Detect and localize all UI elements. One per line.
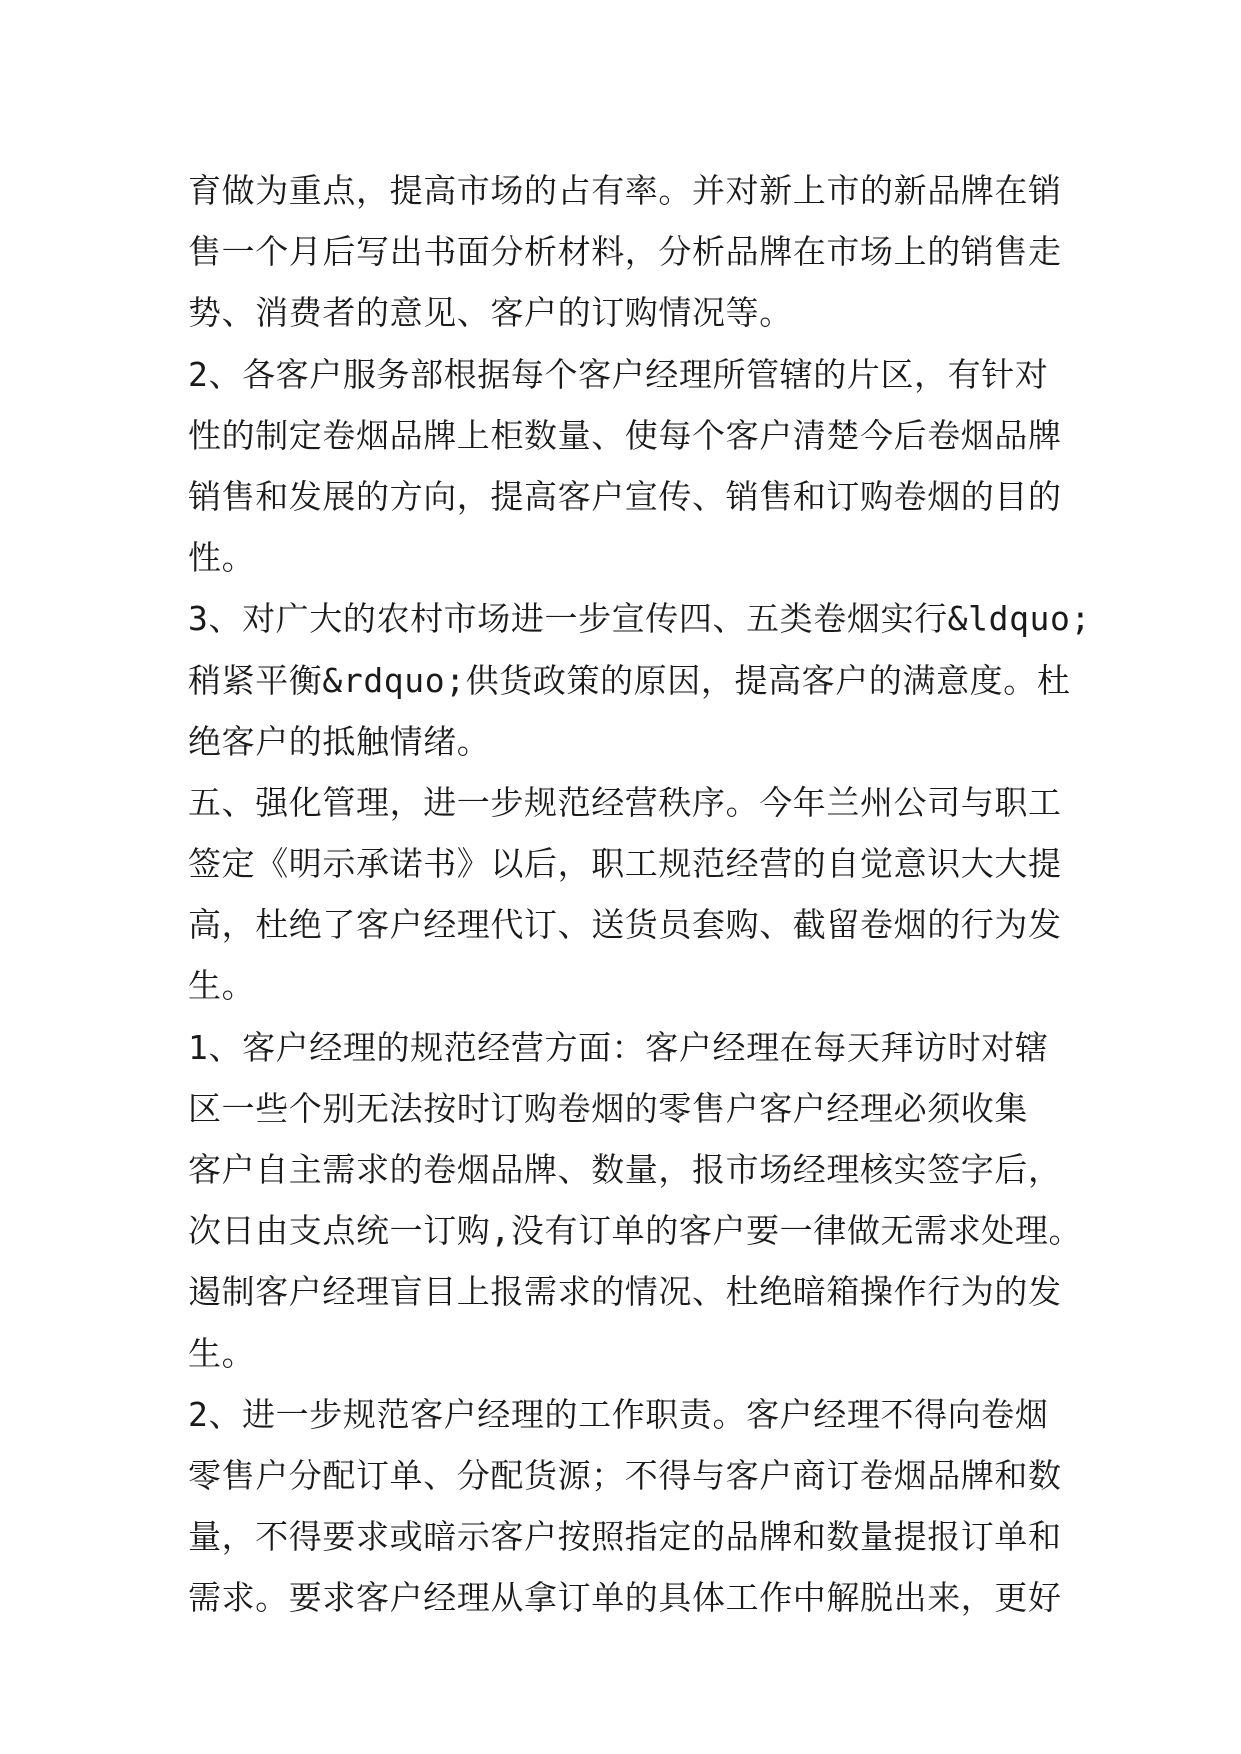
text-line: 次日由支点统一订购,没有订单的客户要一律做无需求处理。 bbox=[188, 1211, 1083, 1251]
text-line: 签定《明示承诺书》以后，职工规范经营的自觉意识大大提 bbox=[188, 844, 1062, 884]
text-line: 绝客户的抵触情绪。 bbox=[188, 721, 491, 761]
text-line: 3、对广大的农村市场进一步宣传四、五类卷烟实行&ldquo; bbox=[188, 599, 1091, 639]
text-line: 生。 bbox=[188, 1333, 256, 1373]
text-line: 生。 bbox=[188, 966, 256, 1006]
text-line: 需求。要求客户经理从拿订单的具体工作中解脱出来，更好 bbox=[188, 1578, 1062, 1618]
text-line: 高，杜绝了客户经理代订、送货员套购、截留卷烟的行为发 bbox=[188, 905, 1062, 945]
text-line: 遏制客户经理盲目上报需求的情况、杜绝暗箱操作行为的发 bbox=[188, 1272, 1062, 1312]
text-line: 五、强化管理，进一步规范经营秩序。今年兰州公司与职工 bbox=[188, 782, 1062, 822]
text-line: 量，不得要求或暗示客户按照指定的品牌和数量提报订单和 bbox=[188, 1517, 1062, 1557]
text-line: 客户自主需求的卷烟品牌、数量，报市场经理核实签字后， bbox=[188, 1150, 1062, 1189]
text-line: 区一些个别无法按时订购卷烟的零售户客户经理必须收集 bbox=[188, 1088, 1028, 1128]
text-line: 性的制定卷烟品牌上柜数量、使每个客户清楚今后卷烟品牌 bbox=[188, 415, 1062, 455]
text-line: 育做为重点，提高市场的占有率。并对新上市的新品牌在销 bbox=[188, 171, 1062, 210]
text-line: 1、客户经理的规范经营方面：客户经理在每天拜访时对辖 bbox=[188, 1027, 1049, 1067]
text-line: 售一个月后写出书面分析材料，分析品牌在市场上的销售走 bbox=[188, 232, 1062, 272]
text-line: 势、消费者的意见、客户的订购情况等。 bbox=[188, 293, 793, 333]
text-line: 性。 bbox=[188, 538, 256, 578]
text-line: 零售户分配订单、分配货源；不得与客户商订卷烟品牌和数 bbox=[188, 1455, 1062, 1495]
text-line: 稍紧平衡&rdquo;供货政策的原因，提高客户的满意度。杜 bbox=[188, 660, 1071, 700]
text-line: 2、各客户服务部根据每个客户经理所管辖的片区，有针对 bbox=[188, 354, 1049, 394]
body-text bbox=[188, 160, 1091, 1629]
text-line: 销售和发展的方向，提高客户宣传、销售和订购卷烟的目的 bbox=[188, 476, 1062, 516]
text-line: 2、进一步规范客户经理的工作职责。客户经理不得向卷烟 bbox=[188, 1394, 1049, 1434]
